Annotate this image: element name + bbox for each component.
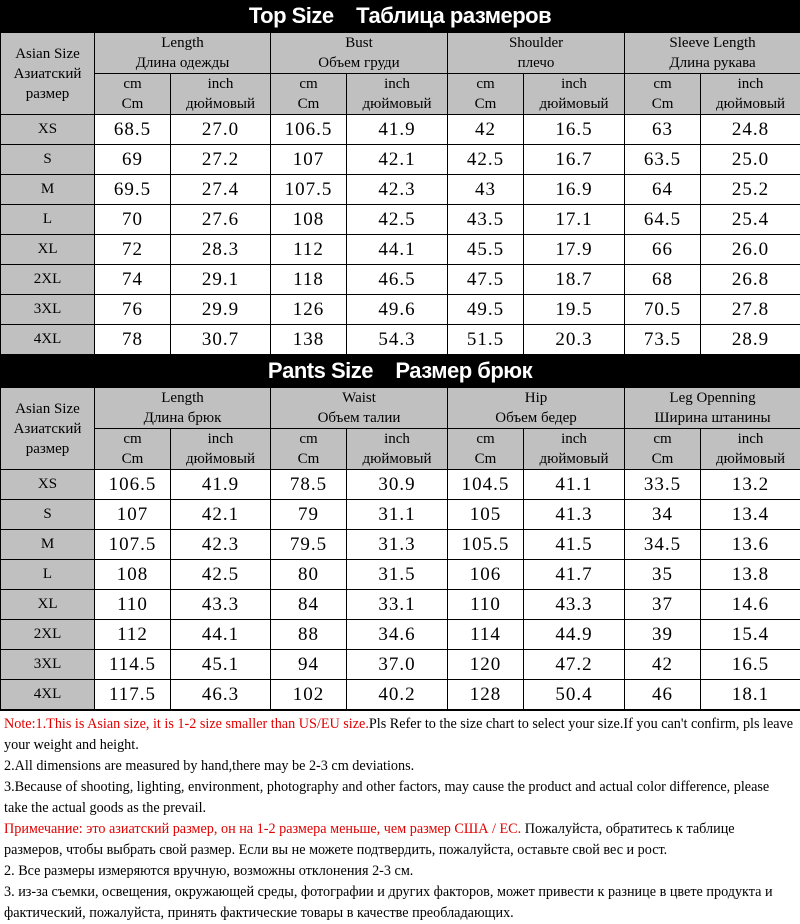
unit-inch-label: inch <box>171 74 270 94</box>
size-value: 94 <box>271 650 347 680</box>
size-value: 13.2 <box>701 470 800 500</box>
measurement-header <box>625 33 800 74</box>
size-row <box>1 590 800 620</box>
unit-cm-label: cm <box>271 429 346 449</box>
size-value: 105 <box>448 500 524 530</box>
size-value: 34 <box>625 500 701 530</box>
size-value: 105.5 <box>448 530 524 560</box>
measurement-name-en: Sleeve Length <box>625 33 800 53</box>
size-row <box>1 265 800 295</box>
size-value: 43 <box>448 175 524 205</box>
size-value: 41.9 <box>347 115 448 145</box>
size-row <box>1 325 800 355</box>
top-size-banner: Top Size Таблица размеров <box>0 0 800 32</box>
size-value: 120 <box>448 650 524 680</box>
unit-inch-label-ru: дюймовый <box>524 94 624 114</box>
asian-size-header-line: Asian Size <box>1 399 94 419</box>
asian-size-header-line: размер <box>1 439 94 459</box>
size-notes <box>0 710 800 924</box>
size-value: 30.9 <box>347 470 448 500</box>
size-value: 42 <box>625 650 701 680</box>
measurement-header <box>95 388 271 429</box>
size-value: 45.5 <box>448 235 524 265</box>
unit-cm-label: cm <box>448 429 523 449</box>
size-value: 112 <box>271 235 347 265</box>
size-value: 27.6 <box>171 205 271 235</box>
size-value: 26.0 <box>701 235 800 265</box>
size-value: 18.1 <box>701 680 800 710</box>
size-value: 28.9 <box>701 325 800 355</box>
size-value: 41.3 <box>524 500 625 530</box>
size-value: 24.8 <box>701 115 800 145</box>
unit-inch-label-ru: дюймовый <box>171 449 270 469</box>
unit-cm-header <box>271 429 347 470</box>
note-ru-1-warning: Примечание: это азиатский размер, он на 1-2 размера меньше, чем размер США / ЕС. <box>4 821 521 837</box>
size-row <box>1 680 800 710</box>
size-value: 33.5 <box>625 470 701 500</box>
size-value: 104.5 <box>448 470 524 500</box>
size-value: 63 <box>625 115 701 145</box>
measurement-name-en: Shoulder <box>448 33 624 53</box>
size-value: 63.5 <box>625 145 701 175</box>
measurement-header <box>95 33 271 74</box>
size-value: 64 <box>625 175 701 205</box>
size-value: 27.0 <box>171 115 271 145</box>
size-value: 16.5 <box>524 115 625 145</box>
size-row <box>1 530 800 560</box>
size-value: 29.9 <box>171 295 271 325</box>
size-value: 114.5 <box>95 650 171 680</box>
size-value: 41.7 <box>524 560 625 590</box>
unit-inch-label-ru: дюймовый <box>171 94 270 114</box>
size-value: 70 <box>95 205 171 235</box>
unit-inch-label: inch <box>171 429 270 449</box>
size-value: 43.5 <box>448 205 524 235</box>
size-value: 47.5 <box>448 265 524 295</box>
size-value: 138 <box>271 325 347 355</box>
size-row <box>1 500 800 530</box>
measurement-name-ru: Длина рукава <box>625 53 800 73</box>
size-value: 30.7 <box>171 325 271 355</box>
size-value: 126 <box>271 295 347 325</box>
size-value: 47.2 <box>524 650 625 680</box>
measurement-name-ru: Длина одежды <box>95 53 270 73</box>
unit-inch-label-ru: дюймовый <box>347 94 447 114</box>
size-value: 68 <box>625 265 701 295</box>
size-value: 39 <box>625 620 701 650</box>
size-label: L <box>1 560 95 590</box>
measurement-name-en: Length <box>95 388 270 408</box>
measurement-name-ru: Ширина штанины <box>625 408 800 428</box>
size-value: 16.5 <box>701 650 800 680</box>
header-row-units <box>1 74 800 115</box>
size-value: 42 <box>448 115 524 145</box>
size-label: 2XL <box>1 620 95 650</box>
size-row <box>1 620 800 650</box>
note-en-1 <box>4 714 796 756</box>
unit-cm-label-alt: Cm <box>625 94 700 114</box>
measurement-name-ru: плечо <box>448 53 624 73</box>
size-row <box>1 235 800 265</box>
size-value: 108 <box>95 560 171 590</box>
measurement-header <box>625 388 800 429</box>
size-value: 44.1 <box>347 235 448 265</box>
size-value: 70.5 <box>625 295 701 325</box>
size-label: XL <box>1 590 95 620</box>
size-label: 2XL <box>1 265 95 295</box>
size-value: 43.3 <box>171 590 271 620</box>
size-row <box>1 560 800 590</box>
pants-size-table <box>0 387 800 710</box>
size-value: 106.5 <box>95 470 171 500</box>
size-value: 17.1 <box>524 205 625 235</box>
size-value: 25.4 <box>701 205 800 235</box>
size-value: 46.3 <box>171 680 271 710</box>
size-value: 107 <box>95 500 171 530</box>
unit-inch-header <box>347 74 448 115</box>
unit-inch-label: inch <box>524 429 624 449</box>
size-label: 4XL <box>1 325 95 355</box>
size-value: 49.6 <box>347 295 448 325</box>
size-value: 16.9 <box>524 175 625 205</box>
note-en-3: 3.Because of shooting, lighting, environment, photography and other factors, may cause the product and actual color difference, please take the actual goods as the prevail. <box>4 777 796 819</box>
asian-size-header-line: Азиатский <box>1 419 94 439</box>
unit-cm-header <box>95 429 171 470</box>
note-en-1-warning: Note:1.This is Asian size, it is 1-2 size smaller than US/EU size. <box>4 716 369 732</box>
size-value: 42.5 <box>347 205 448 235</box>
size-label: 3XL <box>1 650 95 680</box>
unit-inch-label: inch <box>347 429 447 449</box>
size-value: 68.5 <box>95 115 171 145</box>
unit-cm-label: cm <box>448 74 523 94</box>
measurement-name-en: Hip <box>448 388 624 408</box>
unit-cm-header <box>625 429 701 470</box>
asian-size-header-line: размер <box>1 84 94 104</box>
size-value: 31.3 <box>347 530 448 560</box>
size-value: 28.3 <box>171 235 271 265</box>
measurement-name-en: Length <box>95 33 270 53</box>
size-row <box>1 470 800 500</box>
size-label: XS <box>1 115 95 145</box>
size-label: 3XL <box>1 295 95 325</box>
size-value: 106 <box>448 560 524 590</box>
note-en-2: 2.All dimensions are measured by hand,there may be 2-3 cm deviations. <box>4 756 796 777</box>
size-value: 107.5 <box>95 530 171 560</box>
unit-inch-header <box>524 429 625 470</box>
size-value: 31.1 <box>347 500 448 530</box>
size-value: 114 <box>448 620 524 650</box>
unit-cm-label-alt: Cm <box>95 449 170 469</box>
measurement-name-en: Waist <box>271 388 447 408</box>
size-value: 51.5 <box>448 325 524 355</box>
measurement-name-ru: Объем талии <box>271 408 447 428</box>
size-value: 117.5 <box>95 680 171 710</box>
size-value: 69.5 <box>95 175 171 205</box>
size-label: S <box>1 500 95 530</box>
size-value: 108 <box>271 205 347 235</box>
note-ru-1-text: Пожалуйста, обратитесь к таблице размеров, чтобы выбрать свой размер. Если вы не можете подтвердить, пожалуйста, оставьте свой вес и рост. <box>4 821 735 858</box>
note-en-1-text: Pls Refer to the size chart to select your size.If you can't confirm, pls leave your weight and height. <box>4 716 793 753</box>
size-value: 42.5 <box>171 560 271 590</box>
size-label: 4XL <box>1 680 95 710</box>
size-label: XL <box>1 235 95 265</box>
size-value: 44.9 <box>524 620 625 650</box>
size-value: 72 <box>95 235 171 265</box>
size-value: 66 <box>625 235 701 265</box>
unit-inch-header <box>701 74 800 115</box>
size-row <box>1 650 800 680</box>
size-value: 41.5 <box>524 530 625 560</box>
size-value: 88 <box>271 620 347 650</box>
size-value: 37.0 <box>347 650 448 680</box>
size-value: 33.1 <box>347 590 448 620</box>
size-value: 37 <box>625 590 701 620</box>
size-row <box>1 175 800 205</box>
unit-inch-header <box>524 74 625 115</box>
size-value: 41.9 <box>171 470 271 500</box>
size-value: 79 <box>271 500 347 530</box>
size-value: 78 <box>95 325 171 355</box>
header-row-measurements <box>1 33 800 74</box>
size-value: 35 <box>625 560 701 590</box>
header-row-measurements <box>1 388 800 429</box>
unit-inch-label-ru: дюймовый <box>347 449 447 469</box>
unit-cm-header <box>448 74 524 115</box>
size-value: 84 <box>271 590 347 620</box>
size-value: 14.6 <box>701 590 800 620</box>
asian-size-header <box>1 33 95 115</box>
size-value: 20.3 <box>524 325 625 355</box>
unit-inch-label: inch <box>347 74 447 94</box>
unit-cm-header <box>625 74 701 115</box>
measurement-name-en: Leg Openning <box>625 388 800 408</box>
unit-cm-label-alt: Cm <box>448 449 523 469</box>
asian-size-header-line: Asian Size <box>1 44 94 64</box>
measurement-name-ru: Объем бедер <box>448 408 624 428</box>
unit-cm-label-alt: Cm <box>95 94 170 114</box>
size-value: 15.4 <box>701 620 800 650</box>
size-value: 46 <box>625 680 701 710</box>
size-row <box>1 145 800 175</box>
size-value: 112 <box>95 620 171 650</box>
size-value: 31.5 <box>347 560 448 590</box>
size-value: 118 <box>271 265 347 295</box>
size-value: 41.1 <box>524 470 625 500</box>
size-value: 42.1 <box>347 145 448 175</box>
size-value: 69 <box>95 145 171 175</box>
size-value: 76 <box>95 295 171 325</box>
unit-inch-label-ru: дюймовый <box>701 449 800 469</box>
measurement-name-ru: Длина брюк <box>95 408 270 428</box>
size-label: M <box>1 530 95 560</box>
size-value: 78.5 <box>271 470 347 500</box>
unit-cm-header <box>95 74 171 115</box>
unit-cm-label-alt: Cm <box>625 449 700 469</box>
unit-cm-label-alt: Cm <box>271 449 346 469</box>
size-value: 102 <box>271 680 347 710</box>
size-value: 18.7 <box>524 265 625 295</box>
unit-cm-label-alt: Cm <box>271 94 346 114</box>
measurement-name-ru: Объем груди <box>271 53 447 73</box>
pants-size-banner: Pants Size Размер брюк <box>0 355 800 387</box>
size-value: 25.0 <box>701 145 800 175</box>
unit-cm-header <box>448 429 524 470</box>
size-value: 50.4 <box>524 680 625 710</box>
unit-cm-header <box>271 74 347 115</box>
size-value: 110 <box>448 590 524 620</box>
size-label: L <box>1 205 95 235</box>
size-value: 107 <box>271 145 347 175</box>
header-row-units <box>1 429 800 470</box>
size-value: 110 <box>95 590 171 620</box>
size-value: 27.2 <box>171 145 271 175</box>
unit-cm-label-alt: Cm <box>448 94 523 114</box>
size-value: 107.5 <box>271 175 347 205</box>
asian-size-header-line: Азиатский <box>1 64 94 84</box>
unit-cm-label: cm <box>95 429 170 449</box>
unit-inch-header <box>347 429 448 470</box>
unit-inch-label: inch <box>524 74 624 94</box>
size-value: 64.5 <box>625 205 701 235</box>
size-value: 45.1 <box>171 650 271 680</box>
size-value: 42.1 <box>171 500 271 530</box>
size-value: 34.5 <box>625 530 701 560</box>
size-value: 16.7 <box>524 145 625 175</box>
size-value: 27.4 <box>171 175 271 205</box>
unit-inch-header <box>701 429 800 470</box>
size-value: 19.5 <box>524 295 625 325</box>
size-value: 79.5 <box>271 530 347 560</box>
size-value: 34.6 <box>347 620 448 650</box>
measurement-header <box>271 33 448 74</box>
unit-inch-label: inch <box>701 429 800 449</box>
size-value: 42.3 <box>171 530 271 560</box>
measurement-header <box>448 388 625 429</box>
size-value: 40.2 <box>347 680 448 710</box>
size-value: 29.1 <box>171 265 271 295</box>
size-row <box>1 205 800 235</box>
asian-size-header <box>1 388 95 470</box>
measurement-header <box>271 388 448 429</box>
size-value: 44.1 <box>171 620 271 650</box>
size-value: 74 <box>95 265 171 295</box>
size-value: 13.4 <box>701 500 800 530</box>
size-value: 46.5 <box>347 265 448 295</box>
size-value: 49.5 <box>448 295 524 325</box>
note-ru-3: 3. из-за съемки, освещения, окружающей среды, фотографии и других факторов, может привести к разнице в цвете продукта и фактический, пожалуйста, принять фактические товары в качестве преобладающих. <box>4 882 796 924</box>
unit-cm-label: cm <box>271 74 346 94</box>
size-value: 73.5 <box>625 325 701 355</box>
unit-cm-label: cm <box>625 429 700 449</box>
size-value: 13.6 <box>701 530 800 560</box>
size-row <box>1 115 800 145</box>
size-value: 106.5 <box>271 115 347 145</box>
size-label: XS <box>1 470 95 500</box>
size-value: 54.3 <box>347 325 448 355</box>
size-value: 13.8 <box>701 560 800 590</box>
measurement-header <box>448 33 625 74</box>
size-value: 43.3 <box>524 590 625 620</box>
size-value: 17.9 <box>524 235 625 265</box>
top-size-table <box>0 32 800 355</box>
unit-inch-label: inch <box>701 74 800 94</box>
size-label: S <box>1 145 95 175</box>
size-value: 42.3 <box>347 175 448 205</box>
measurement-name-en: Bust <box>271 33 447 53</box>
size-value: 27.8 <box>701 295 800 325</box>
size-label: M <box>1 175 95 205</box>
size-row <box>1 295 800 325</box>
unit-cm-label: cm <box>625 74 700 94</box>
unit-inch-label-ru: дюймовый <box>701 94 800 114</box>
unit-cm-label: cm <box>95 74 170 94</box>
unit-inch-label-ru: дюймовый <box>524 449 624 469</box>
note-ru-2: 2. Все размеры измеряются вручную, возможны отклонения 2-3 см. <box>4 861 796 882</box>
unit-inch-header <box>171 74 271 115</box>
note-ru-1 <box>4 819 796 861</box>
size-value: 80 <box>271 560 347 590</box>
size-value: 25.2 <box>701 175 800 205</box>
unit-inch-header <box>171 429 271 470</box>
size-value: 26.8 <box>701 265 800 295</box>
size-value: 42.5 <box>448 145 524 175</box>
size-value: 128 <box>448 680 524 710</box>
